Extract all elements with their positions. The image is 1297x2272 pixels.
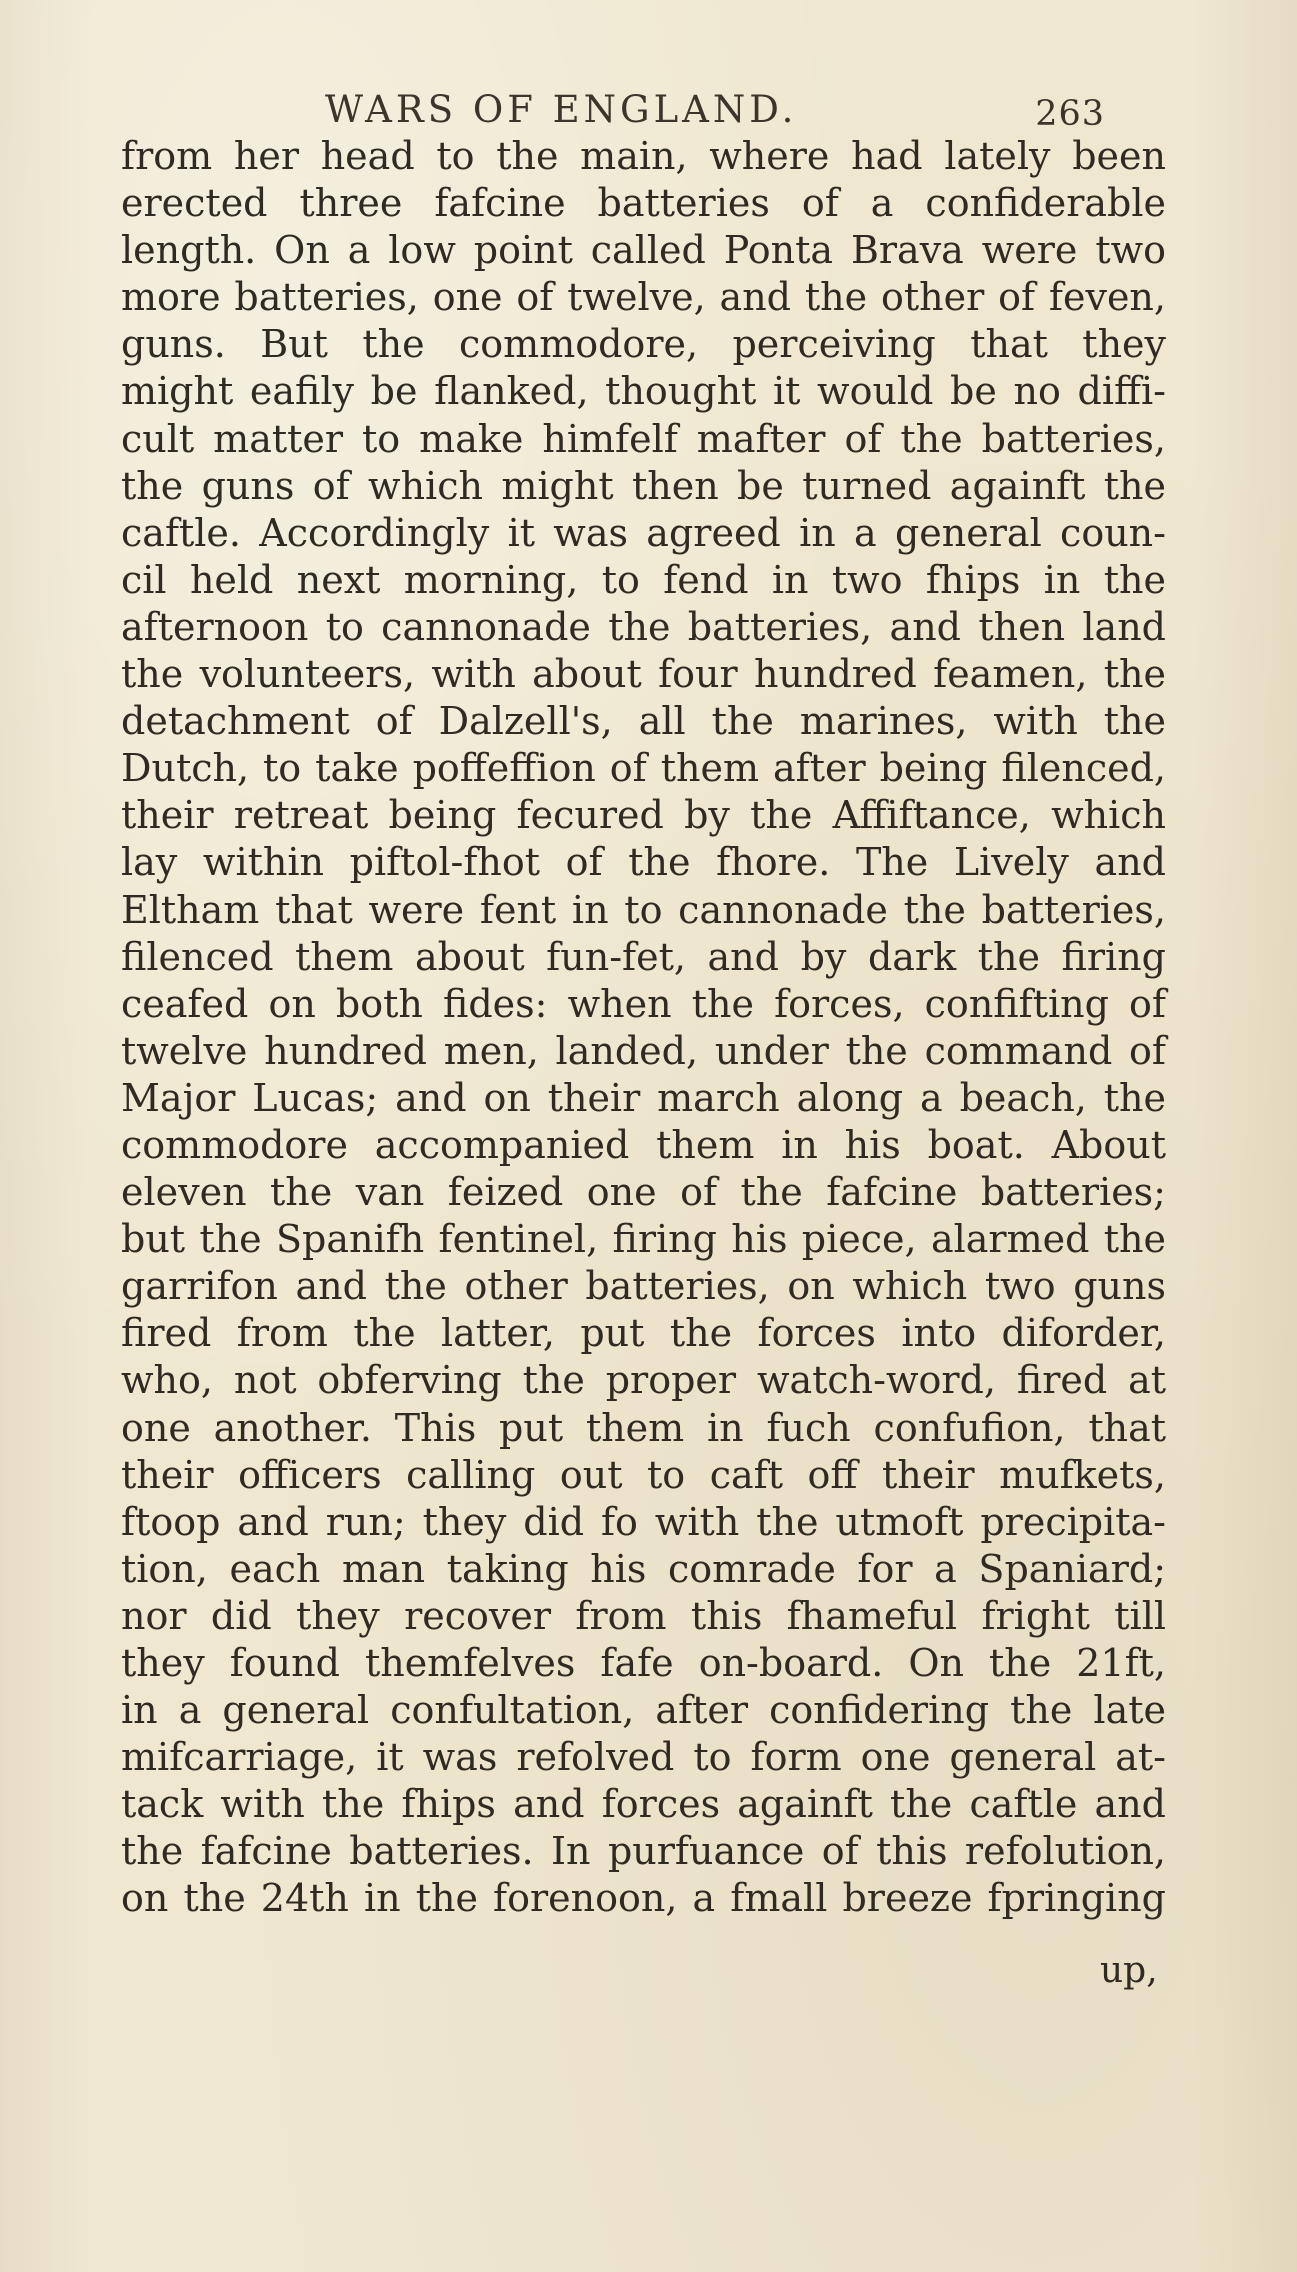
- text-line: eleven the van feized one of the fafcine batteries;: [121, 1170, 1166, 1215]
- text-line: fired from the latter, put the forces into diforder,: [121, 1311, 1166, 1356]
- text-line: mifcarriage, it was refolved to form one general at-: [121, 1735, 1166, 1780]
- text-line: the guns of which might then be turned againft the: [121, 463, 1166, 508]
- text-line: their retreat being fecured by the Affiftance, which: [121, 793, 1166, 838]
- text-line: they found themfelves fafe on-board. On the 21ft,: [121, 1641, 1166, 1685]
- text-line: twelve hundred men, landed, under the command of: [121, 1028, 1166, 1073]
- text-line: detachment of Dalzell's, all the marines, with the: [121, 699, 1166, 744]
- text-line: lay within piftol-fhot of the fhore. The Lively and: [121, 840, 1166, 885]
- text-line: garrifon and the other batteries, on which two guns: [121, 1264, 1166, 1309]
- text-line: Dutch, to take poffeffion of them after being filenced,: [121, 746, 1166, 791]
- text-line: on the 24th in the forenoon, a fmall breeze fpringing: [121, 1876, 1166, 1921]
- text-line: cult matter to make himfelf mafter of the batteries,: [121, 416, 1166, 461]
- text-line: filenced them about fun-fet, and by dark the firing: [121, 934, 1166, 979]
- text-line: tack with the fhips and forces againft the caftle and: [121, 1782, 1166, 1827]
- text-line: Eltham that were fent in to cannonade the batteries,: [121, 887, 1166, 932]
- text-line: their officers calling out to caft off their mufkets,: [121, 1452, 1166, 1497]
- text-line: more batteries, one of twelve, and the other of feven,: [121, 275, 1166, 320]
- text-line: ftoop and run; they did fo with the utmoft precipita-: [121, 1499, 1166, 1544]
- text-line: one another. This put them in fuch confufion, that: [121, 1405, 1166, 1450]
- text-line: Major Lucas; and on their march along a beach, the: [121, 1075, 1166, 1120]
- body-text: [121, 133, 1166, 1923]
- page-number: 263: [1035, 94, 1105, 134]
- text-line: nor did they recover from this fhameful fright till: [121, 1593, 1166, 1638]
- text-line: who, not obferving the proper watch-word, fired at: [121, 1358, 1166, 1403]
- text-line: in a general confultation, after confidering the late: [121, 1688, 1166, 1733]
- text-line: afternoon to cannonade the batteries, and then land: [121, 604, 1166, 649]
- text-line: ceafed on both fides: when the forces, confifting of: [121, 981, 1166, 1026]
- text-line: from her head to the main, where had lately been: [121, 134, 1166, 178]
- text-line: caftle. Accordingly it was agreed in a general coun-: [121, 510, 1166, 555]
- text-line: erected three fafcine batteries of a confiderable: [121, 181, 1166, 226]
- text-line: tion, each man taking his comrade for a Spaniard;: [121, 1546, 1166, 1591]
- text-line: length. On a low point called Ponta Brava were two: [121, 228, 1166, 273]
- text-line: might eafily be flanked, thought it would be no diffi-: [121, 369, 1166, 414]
- running-title: WARS OF ENGLAND.: [325, 88, 798, 131]
- catchword: up,: [1100, 1950, 1158, 1991]
- text-line: but the Spanifh fentinel, firing his piece, alarmed the: [121, 1217, 1166, 1262]
- text-line: the volunteers, with about four hundred feamen, the: [121, 652, 1166, 697]
- text-line: cil held next morning, to fend in two fhips in the: [121, 557, 1166, 602]
- running-head: [325, 88, 1105, 138]
- text-line: guns. But the commodore, perceiving that they: [121, 322, 1166, 367]
- text-line: commodore accompanied them in his boat. About: [121, 1122, 1166, 1167]
- text-line: the fafcine batteries. In purfuance of this refolution,: [121, 1829, 1166, 1874]
